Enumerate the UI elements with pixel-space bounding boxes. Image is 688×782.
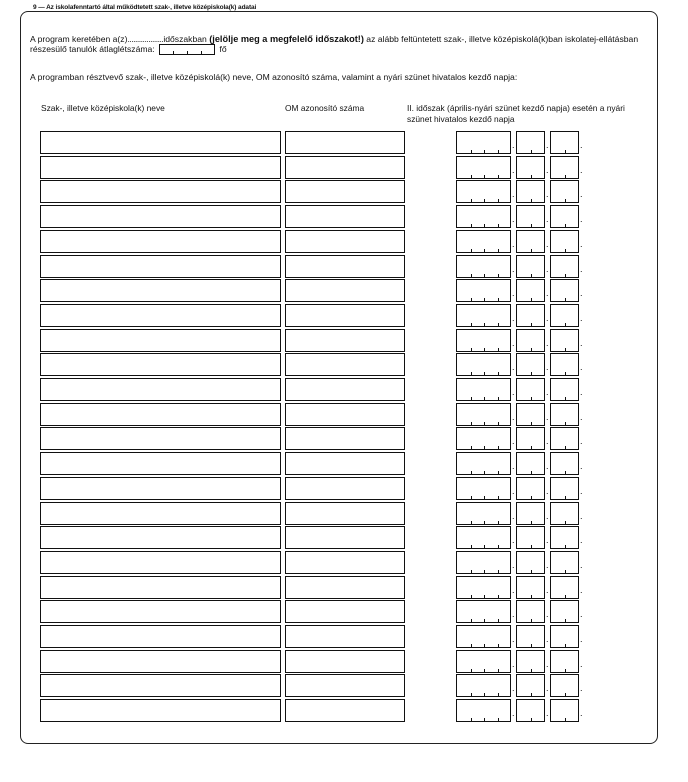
om-id-field[interactable] [285,502,405,525]
intro-bold-instruction: (jelölje meg a megfelelő időszakot!) [209,34,364,44]
date-day-field[interactable] [550,427,579,450]
school-name-field[interactable] [40,131,281,154]
date-separator: . [546,312,549,323]
school-name-field[interactable] [40,502,281,525]
table-row [40,403,600,426]
date-separator: . [512,436,515,447]
date-separator: . [580,387,583,397]
date-year-field[interactable] [456,674,511,697]
date-separator: . [580,510,583,521]
date-separator: . [580,140,583,150]
date-separator: . [512,288,515,299]
column-header-period: II. időszak (április-nyári szünet kezdő napja) esetén a nyári szünet hivatalos kezdő napja [407,103,625,124]
date-separator: . [546,584,549,595]
date-day-field[interactable] [550,699,579,722]
table-row [40,674,600,697]
date-separator: . [580,609,583,620]
date-separator: . [512,485,515,496]
date-year-field[interactable] [456,329,511,352]
date-day-field[interactable] [550,378,579,401]
column-header-name: Szak-, illetve középiskola(k) neve [41,103,165,113]
date-separator: . [546,535,549,546]
om-id-field[interactable] [285,600,405,623]
date-day-field[interactable] [550,477,579,500]
average-count-field[interactable] [159,44,215,55]
school-name-field[interactable] [40,452,281,475]
date-year-field[interactable] [456,279,511,302]
date-separator: . [546,387,549,397]
date-month-field[interactable] [516,526,545,549]
date-separator: . [512,312,515,323]
date-year-field[interactable] [456,230,511,253]
intro-part3: az alább feltüntetett szak-, illetve középiskolá(k)ban iskolatej-ellátásban részesülő tanulók átlaglétszáma: [30,34,639,54]
date-year-field[interactable] [456,576,511,599]
school-name-field[interactable] [40,699,281,722]
date-year-field[interactable] [456,156,511,179]
om-id-field[interactable] [285,551,405,574]
date-separator: . [546,658,549,669]
date-year-field[interactable] [456,526,511,549]
date-separator: . [546,708,549,719]
date-month-field[interactable] [516,551,545,574]
school-name-field[interactable] [40,329,281,352]
date-separator: . [546,238,549,249]
date-month-field[interactable] [516,477,545,500]
date-month-field[interactable] [516,378,545,401]
date-month-field[interactable] [516,304,545,327]
date-separator: . [512,584,515,595]
school-name-field[interactable] [40,477,281,500]
date-separator: . [580,189,583,200]
date-day-field[interactable] [550,156,579,179]
date-year-field[interactable] [456,353,511,376]
date-day-field[interactable] [550,329,579,352]
om-id-field[interactable] [285,205,405,228]
school-name-field[interactable] [40,526,281,549]
date-separator: . [580,559,583,570]
date-separator: . [580,214,583,225]
table-row [40,502,600,525]
table-row [40,699,600,722]
date-day-field[interactable] [550,131,579,154]
date-separator: . [546,189,549,200]
date-month-field[interactable] [516,427,545,450]
date-separator: . [546,461,549,472]
date-separator: . [512,164,515,175]
table-row [40,452,600,475]
date-month-field[interactable] [516,279,545,302]
date-separator: . [512,214,515,225]
date-month-field[interactable] [516,576,545,599]
date-separator: . [580,411,583,422]
date-separator: . [580,164,583,175]
table-row [40,255,600,278]
date-separator: . [546,140,549,150]
date-month-field[interactable] [516,600,545,623]
table-row [40,279,600,302]
date-day-field[interactable] [550,304,579,327]
om-id-field[interactable] [285,427,405,450]
date-separator: . [546,683,549,694]
date-year-field[interactable] [456,255,511,278]
date-separator: . [580,312,583,323]
date-month-field[interactable] [516,205,545,228]
date-day-field[interactable] [550,551,579,574]
date-month-field[interactable] [516,699,545,722]
date-day-field[interactable] [550,674,579,697]
om-id-field[interactable] [285,156,405,179]
date-separator: . [580,683,583,694]
date-month-field[interactable] [516,230,545,253]
school-name-field[interactable] [40,551,281,574]
om-id-field[interactable] [285,255,405,278]
school-name-field[interactable] [40,279,281,302]
om-id-field[interactable] [285,304,405,327]
date-separator: . [512,510,515,521]
date-year-field[interactable] [456,180,511,203]
table-row [40,329,600,352]
school-name-field[interactable] [40,353,281,376]
date-separator: . [580,584,583,595]
date-separator: . [580,362,583,373]
table-row [40,156,600,179]
table-row [40,378,600,401]
om-id-field[interactable] [285,180,405,203]
school-name-field[interactable] [40,156,281,179]
participants-description: A programban résztvevő szak-, illetve középiskolá(k) neve, OM azonosító száma, valamint a nyári szünet hivatalos kezdő napja: [30,72,518,82]
date-separator: . [546,411,549,422]
date-month-field[interactable] [516,353,545,376]
date-year-field[interactable] [456,304,511,327]
date-separator: . [580,634,583,644]
table-row [40,353,600,376]
date-year-field[interactable] [456,131,511,154]
table-row [40,131,600,154]
date-separator: . [512,263,515,274]
date-month-field[interactable] [516,329,545,352]
date-separator: . [546,609,549,620]
table-row [40,551,600,574]
date-separator: . [580,238,583,249]
date-year-field[interactable] [456,205,511,228]
om-id-field[interactable] [285,477,405,500]
date-separator: . [512,337,515,348]
date-separator: . [546,485,549,496]
intro-dots: ................... [127,34,164,44]
date-day-field[interactable] [550,205,579,228]
date-year-field[interactable] [456,477,511,500]
om-id-field[interactable] [285,230,405,253]
date-separator: . [580,337,583,348]
column-header-om: OM azonosító száma [285,103,365,113]
intro-part2: időszakban [163,34,207,44]
date-separator: . [546,337,549,348]
date-year-field[interactable] [456,625,511,648]
school-name-field[interactable] [40,403,281,426]
date-separator: . [512,708,515,719]
om-id-field[interactable] [285,329,405,352]
table-row [40,576,600,599]
date-separator: . [580,658,583,669]
date-separator: . [512,411,515,422]
intro-part1: A program keretében a(z) [30,34,128,44]
school-name-field[interactable] [40,304,281,327]
date-day-field[interactable] [550,650,579,673]
date-day-field[interactable] [550,353,579,376]
date-separator: . [546,559,549,570]
date-separator: . [512,461,515,472]
date-day-field[interactable] [550,180,579,203]
date-year-field[interactable] [456,427,511,450]
date-separator: . [512,683,515,694]
school-name-field[interactable] [40,255,281,278]
date-separator: . [580,461,583,472]
date-separator: . [512,387,515,397]
date-year-field[interactable] [456,551,511,574]
date-separator: . [546,510,549,521]
date-year-field[interactable] [456,699,511,722]
date-day-field[interactable] [550,600,579,623]
date-year-field[interactable] [456,650,511,673]
school-name-field[interactable] [40,674,281,697]
date-day-field[interactable] [550,230,579,253]
date-month-field[interactable] [516,452,545,475]
date-separator: . [546,214,549,225]
date-year-field[interactable] [456,378,511,401]
date-day-field[interactable] [550,255,579,278]
om-id-field[interactable] [285,452,405,475]
date-year-field[interactable] [456,600,511,623]
date-separator: . [512,362,515,373]
date-separator: . [512,238,515,249]
date-month-field[interactable] [516,156,545,179]
date-separator: . [512,535,515,546]
school-name-field[interactable] [40,230,281,253]
table-row [40,230,600,253]
date-month-field[interactable] [516,403,545,426]
om-id-field[interactable] [285,576,405,599]
table-row [40,526,600,549]
date-month-field[interactable] [516,131,545,154]
om-id-field[interactable] [285,650,405,673]
date-separator: . [512,658,515,669]
table-row [40,625,600,648]
date-separator: . [546,436,549,447]
date-day-field[interactable] [550,279,579,302]
table-row [40,427,600,450]
date-day-field[interactable] [550,502,579,525]
table-row [40,205,600,228]
om-id-field[interactable] [285,699,405,722]
date-separator: . [580,535,583,546]
table-row [40,477,600,500]
school-name-field[interactable] [40,625,281,648]
school-name-field[interactable] [40,180,281,203]
section-title: 9 — Az iskolafenntartó által működtetett szak-, illetve középiskola(k) adatai [30,4,259,11]
date-day-field[interactable] [550,452,579,475]
date-separator: . [580,436,583,447]
date-year-field[interactable] [456,502,511,525]
date-day-field[interactable] [550,625,579,648]
date-separator: . [580,708,583,719]
om-id-field[interactable] [285,625,405,648]
date-separator: . [580,263,583,274]
date-day-field[interactable] [550,403,579,426]
date-month-field[interactable] [516,625,545,648]
date-day-field[interactable] [550,526,579,549]
date-separator: . [546,164,549,175]
date-month-field[interactable] [516,650,545,673]
date-separator: . [546,288,549,299]
table-row [40,304,600,327]
table-row [40,180,600,203]
date-separator: . [512,189,515,200]
unit-label: fő [219,44,227,54]
school-name-field[interactable] [40,427,281,450]
date-month-field[interactable] [516,674,545,697]
om-id-field[interactable] [285,131,405,154]
date-separator: . [512,140,515,150]
om-id-field[interactable] [285,403,405,426]
date-month-field[interactable] [516,502,545,525]
date-separator: . [580,288,583,299]
date-separator: . [512,609,515,620]
date-month-field[interactable] [516,255,545,278]
school-name-field[interactable] [40,378,281,401]
table-row [40,650,600,673]
date-year-field[interactable] [456,403,511,426]
school-name-field[interactable] [40,576,281,599]
date-month-field[interactable] [516,180,545,203]
date-separator: . [546,263,549,274]
date-separator: . [512,559,515,570]
om-id-field[interactable] [285,353,405,376]
school-name-field[interactable] [40,650,281,673]
date-separator: . [580,485,583,496]
om-id-field[interactable] [285,279,405,302]
date-separator: . [546,634,549,644]
om-id-field[interactable] [285,674,405,697]
date-separator: . [512,634,515,644]
om-id-field[interactable] [285,526,405,549]
table-row [40,600,600,623]
om-id-field[interactable] [285,378,405,401]
school-name-field[interactable] [40,205,281,228]
date-year-field[interactable] [456,452,511,475]
date-separator: . [546,362,549,373]
date-day-field[interactable] [550,576,579,599]
school-name-field[interactable] [40,600,281,623]
intro-paragraph [30,34,644,55]
